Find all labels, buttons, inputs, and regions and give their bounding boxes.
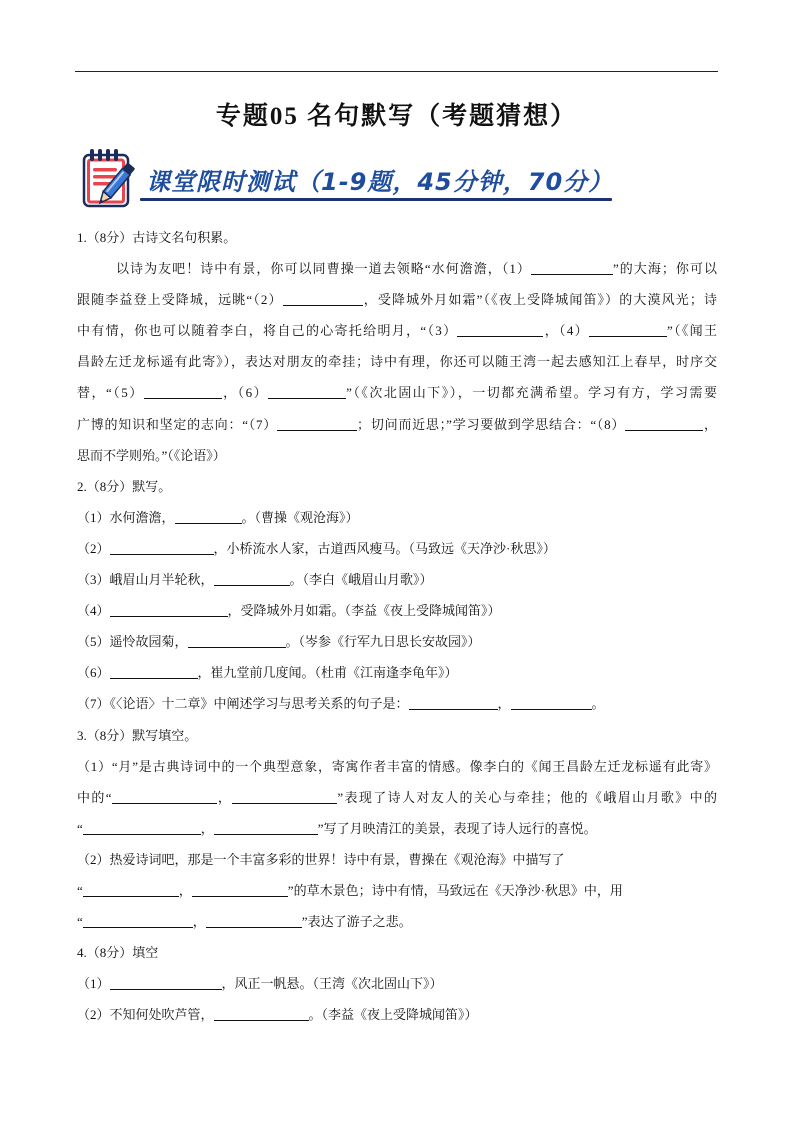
question-heading: 4.（8分）填空 — [77, 945, 159, 961]
passage-text: ”（《次北固山下》），一切都充满希望。学习有方，学习需要 — [346, 385, 717, 401]
answer-blank — [277, 418, 357, 431]
item-text: ”写了月映清江的美景，表现了诗人远行的喜悦。 — [317, 820, 597, 836]
answer-blank — [511, 697, 592, 710]
passage-text: ”（《闻王 — [666, 323, 717, 339]
fill-in-line — [77, 782, 717, 813]
header-rule — [75, 71, 718, 72]
answer-blank — [110, 666, 198, 679]
passage-text: 广博的知识和坚定的志向：“（7） — [77, 416, 278, 432]
answer-blank — [83, 822, 201, 835]
notebook-ring — [98, 149, 102, 161]
passage-text: ，（6） — [221, 385, 269, 401]
item-text: 。（曹操《观沧海》） — [241, 509, 359, 525]
passage-line — [77, 346, 717, 377]
fill-in-item — [77, 564, 717, 595]
item-text: （3）峨眉山月半轮秋， — [77, 572, 214, 588]
answer-blank — [110, 542, 214, 555]
item-text: ，风正一帆悬。（王湾《次北固山下》） — [221, 976, 443, 992]
item-text: ”的草木景色；诗中有情，马致远在《天净沙·秋思》中，用 — [287, 882, 623, 898]
passage-text: 思而不学则殆。”（《论语》） — [77, 447, 226, 463]
item-text: ， — [178, 882, 192, 898]
item-text: （2）不知何处吹芦管， — [77, 1007, 214, 1023]
notebook-ring — [114, 149, 118, 161]
item-text: ”表达了游子之悲。 — [301, 914, 412, 930]
answer-blank — [112, 791, 217, 804]
item-text: ， — [216, 789, 233, 805]
page-title: 专题05 名句默写（考题猜想） — [215, 103, 578, 130]
answer-blank — [83, 915, 193, 928]
fill-in-line — [77, 906, 717, 937]
item-text: （1） — [77, 976, 110, 992]
fill-in-item — [77, 502, 717, 533]
item-text: （2）热爱诗词吧，那是一个丰富多彩的世界！诗中有景，曹操在《观沧海》中描写了 — [77, 851, 565, 867]
answer-blank — [83, 884, 179, 897]
answer-blank — [144, 386, 222, 399]
passage-line — [77, 377, 717, 408]
answer-blank — [188, 635, 286, 648]
passage-line — [77, 315, 717, 346]
item-text: ，小桥流水人家，古道西风瘦马。（马致远《天净沙·秋思》） — [213, 540, 556, 556]
answer-blank — [589, 324, 667, 337]
answer-blank — [268, 386, 346, 399]
answer-blank — [110, 977, 222, 990]
answer-blank — [457, 324, 543, 337]
item-text: “ — [77, 914, 83, 930]
passage-text: ”的大海；你可以 — [612, 261, 717, 277]
answer-blank — [283, 293, 363, 306]
item-text: （7）《〈论语〉十二章》中阐述学习与思考关系的句子是： — [77, 696, 409, 712]
item-text: ”表现了诗人对友人的关心与牵挂；他的《峨眉山月歌》中的 — [337, 789, 717, 805]
answer-blank — [409, 697, 498, 710]
item-text: 。（岑参《行军九日思长安故园》） — [285, 634, 481, 650]
fill-in-item — [77, 595, 717, 626]
question-4 — [77, 937, 717, 1030]
item-text: 中的“ — [77, 789, 112, 805]
question-list — [77, 222, 717, 1030]
item-text: ， — [497, 696, 511, 712]
item-text: 。 — [591, 696, 605, 712]
answer-blank — [206, 915, 302, 928]
passage-text: 中有情，你也可以随着李白，将自己的心寄托给明月，“（3） — [77, 323, 458, 339]
notebook-ring — [106, 149, 110, 161]
item-text: 。（李白《峨眉山月歌》） — [289, 572, 433, 588]
notebook-ring — [90, 149, 94, 161]
item-text: （1）水何澹澹， — [77, 509, 175, 525]
item-text: ， — [192, 914, 206, 930]
fill-in-item — [77, 688, 717, 719]
question-heading: 3.（8分）默写填空。 — [77, 727, 198, 743]
item-text: （1）“月”是古典诗词中的一个典型意象，寄寓作者丰富的情感。像李白的《闻王昌龄左迁龙标遥有此寄》 — [77, 758, 717, 774]
item-text: ，受降城外月如霜。（李益《夜上受降城闻笛》） — [227, 603, 501, 619]
notebook-line — [93, 175, 117, 179]
answer-blank — [214, 573, 290, 586]
passage-text: ， — [703, 416, 717, 432]
passage-text: ，受降城外月如霜”（《夜上受降城闻笛》）的大漠风光；诗 — [362, 292, 717, 308]
passage-line — [77, 409, 717, 440]
fill-in-item — [77, 626, 717, 657]
item-text: ， — [200, 820, 214, 836]
answer-blank — [175, 511, 242, 524]
passage-line — [77, 284, 717, 315]
passage-text: 昌龄左迁龙标遥有此寄》），表达对朋友的牵挂；诗中有理，你还可以随王湾一起去感知江上春早，时序交 — [77, 354, 717, 370]
item-text: “ — [77, 820, 83, 836]
item-text: 。（李益《夜上受降城闻笛》） — [308, 1007, 478, 1023]
fill-in-line — [77, 875, 717, 906]
item-text: （2） — [77, 540, 110, 556]
passage-text: 以诗为友吧！诗中有景，你可以同曹操一道去领略“水何澹澹，（1） — [116, 261, 531, 277]
item-text: “ — [77, 882, 83, 898]
question-2 — [77, 471, 717, 720]
passage-line — [77, 253, 717, 284]
item-text: ，崔九堂前几度闻。（杜甫《江南逢李龟年》） — [197, 665, 458, 681]
question-1 — [77, 222, 717, 471]
fill-in-line — [77, 813, 717, 844]
fill-in-item — [77, 533, 717, 564]
fill-in-line — [77, 844, 717, 875]
notebook-pencil-icon — [78, 145, 140, 209]
passage-text: 跟随李益登上受降城，远眺“（2） — [77, 292, 283, 308]
passage-text: 替，“（5） — [77, 385, 144, 401]
answer-blank — [110, 604, 228, 617]
passage-line — [77, 440, 717, 471]
passage-text: ；切问而近思；”学习要做到学思结合：“（8） — [357, 416, 626, 432]
fill-in-item — [77, 999, 717, 1030]
item-text: （6） — [77, 665, 110, 681]
answer-blank — [214, 1008, 309, 1021]
answer-blank — [531, 262, 613, 275]
fill-in-item — [77, 657, 717, 688]
answer-blank — [214, 822, 318, 835]
banner-title: 课堂限时测试（1-9题，45分钟，70分） — [146, 168, 614, 196]
fill-in-item — [77, 968, 717, 999]
answer-blank — [625, 418, 703, 431]
notebook-line — [93, 168, 117, 172]
question-heading: 1.（8分）古诗文名句积累。 — [77, 230, 237, 245]
banner-underline — [140, 198, 612, 201]
answer-blank — [232, 791, 337, 804]
item-text: （5）遥怜故园菊， — [77, 634, 188, 650]
fill-in-line — [77, 751, 717, 782]
question-heading: 2.（8分）默写。 — [77, 478, 172, 494]
item-text: （4） — [77, 603, 110, 619]
answer-blank — [192, 884, 288, 897]
passage-text: ，（4） — [543, 323, 589, 339]
question-3 — [77, 720, 717, 938]
